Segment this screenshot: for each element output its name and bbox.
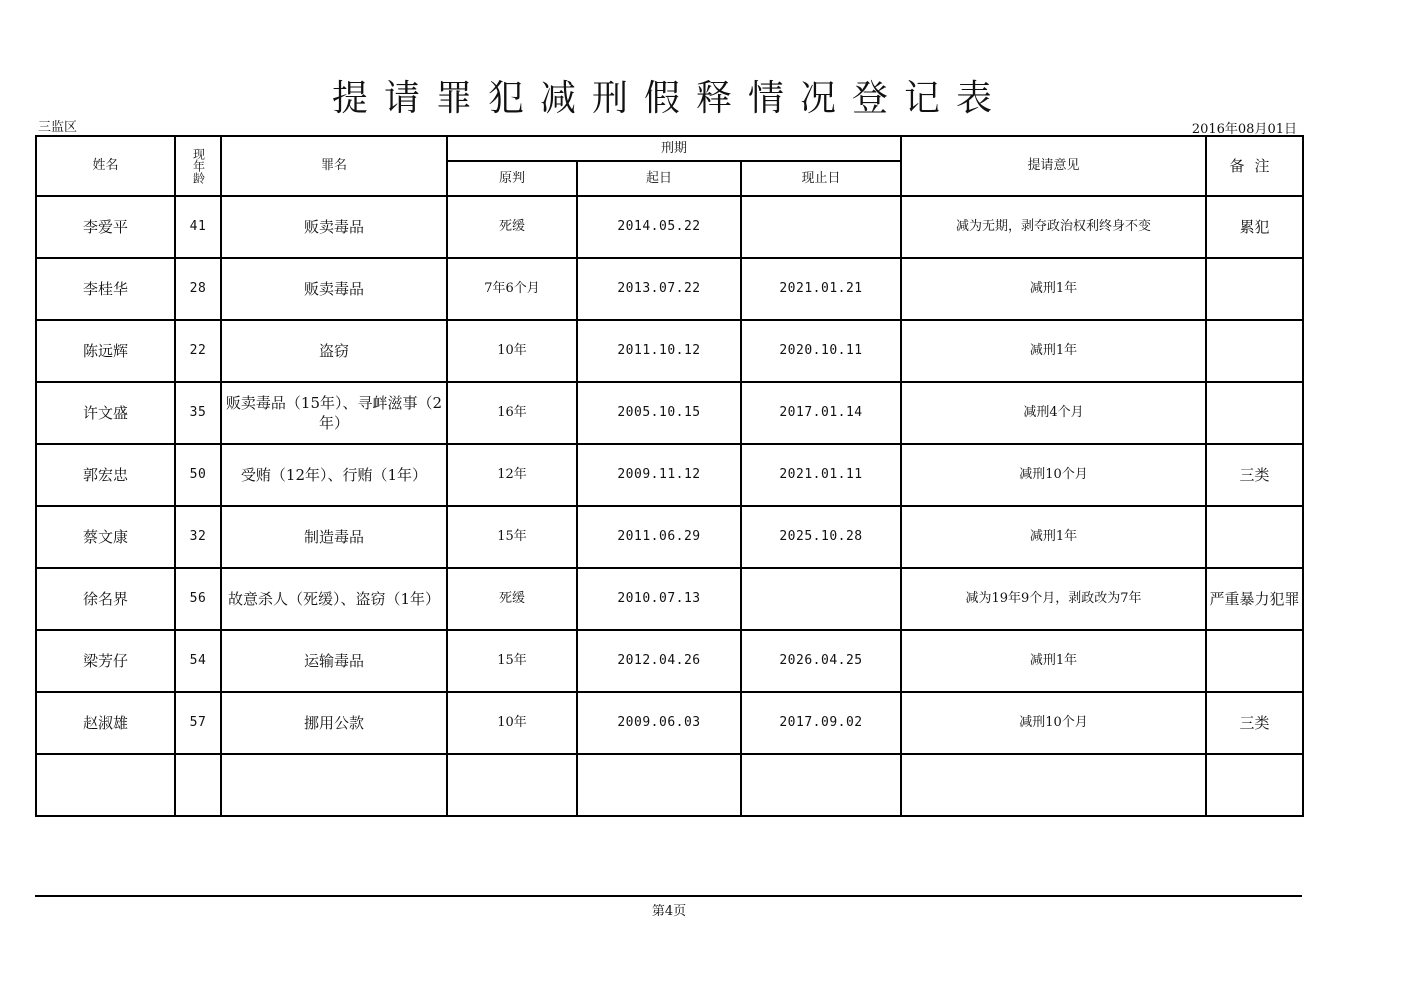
cell-name: 梁芳仔: [36, 630, 175, 692]
cell-age: 32: [175, 506, 221, 568]
cell-age: 22: [175, 320, 221, 382]
header-remark: 备注: [1206, 136, 1303, 196]
cell-start: 2014.05.22: [577, 196, 741, 258]
cell-age: 50: [175, 444, 221, 506]
table-row: [36, 506, 1303, 568]
cell-remark: [1206, 258, 1303, 320]
cell-age: 41: [175, 196, 221, 258]
cell-name: 郭宏忠: [36, 444, 175, 506]
table-row: [36, 568, 1303, 630]
page-number: 第4页: [651, 904, 687, 919]
cell-original: 15年: [447, 506, 577, 568]
cell-opinion: 减为无期，剥夺政治权利终身不变: [901, 196, 1206, 258]
table-row: [36, 320, 1303, 382]
cell-start: 2009.11.12: [577, 444, 741, 506]
cell-remark: [1206, 630, 1303, 692]
cell-original: 10年: [447, 320, 577, 382]
cell-opinion: 减刑4个月: [901, 382, 1206, 444]
cell-end: 2017.09.02: [741, 692, 901, 754]
cell-name: [36, 754, 175, 816]
cell-end: 2020.10.11: [741, 320, 901, 382]
cell-end: 2021.01.11: [741, 444, 901, 506]
cell-original: 死缓: [447, 568, 577, 630]
header-crime: 罪名: [221, 136, 447, 196]
table-row: [36, 754, 1303, 816]
cell-opinion: 减刑1年: [901, 258, 1206, 320]
cell-age: 57: [175, 692, 221, 754]
table-row: [36, 692, 1303, 754]
header-start: 起日: [577, 161, 741, 196]
cell-name: 许文盛: [36, 382, 175, 444]
cell-start: 2009.06.03: [577, 692, 741, 754]
cell-end: 2026.04.25: [741, 630, 901, 692]
cell-name: 蔡文康: [36, 506, 175, 568]
cell-opinion: 减刑10个月: [901, 444, 1206, 506]
header-sentence-group: 刑期: [447, 136, 901, 161]
cell-start: 2011.10.12: [577, 320, 741, 382]
cell-age: 56: [175, 568, 221, 630]
cell-opinion: 减刑1年: [901, 630, 1206, 692]
table-row: [36, 630, 1303, 692]
cell-original: 16年: [447, 382, 577, 444]
cell-remark: 三类: [1206, 692, 1303, 754]
cell-name: 陈远辉: [36, 320, 175, 382]
cell-end: 2017.01.14: [741, 382, 901, 444]
cell-opinion: 减刑1年: [901, 506, 1206, 568]
cell-end: [741, 754, 901, 816]
cell-crime: 贩卖毒品: [221, 196, 447, 258]
cell-crime: 贩卖毒品（15年）、寻衅滋事（2年）: [221, 382, 447, 444]
header-opinion: 提请意见: [901, 136, 1206, 196]
cell-name: 徐名界: [36, 568, 175, 630]
cell-original: 死缓: [447, 196, 577, 258]
cell-opinion: 减刑10个月: [901, 692, 1206, 754]
cell-start: [577, 754, 741, 816]
footer-divider: [35, 895, 1302, 897]
cell-start: 2013.07.22: [577, 258, 741, 320]
cell-remark: [1206, 320, 1303, 382]
cell-crime: 盗窃: [221, 320, 447, 382]
cell-age: [175, 754, 221, 816]
cell-crime: 运输毒品: [221, 630, 447, 692]
cell-age: 28: [175, 258, 221, 320]
cell-crime: 挪用公款: [221, 692, 447, 754]
cell-opinion: 减为19年9个月，剥政改为7年: [901, 568, 1206, 630]
cell-crime: 故意杀人（死缓）、盗窃（1年）: [221, 568, 447, 630]
cell-end: [741, 568, 901, 630]
cell-original: 10年: [447, 692, 577, 754]
cell-end: 2021.01.21: [741, 258, 901, 320]
cell-name: 李桂华: [36, 258, 175, 320]
cell-remark: [1206, 754, 1303, 816]
cell-name: 赵淑雄: [36, 692, 175, 754]
cell-remark: 累犯: [1206, 196, 1303, 258]
cell-original: 15年: [447, 630, 577, 692]
cell-remark: 三类: [1206, 444, 1303, 506]
cell-remark: 严重暴力犯罪: [1206, 568, 1303, 630]
table-row: [36, 382, 1303, 444]
header-name: 姓名: [36, 136, 175, 196]
prison-area-label: 三监区: [38, 120, 78, 135]
header-original: 原判: [447, 161, 577, 196]
cell-remark: [1206, 506, 1303, 568]
cell-crime: [221, 754, 447, 816]
page-title: 提请罪犯减刑假释情况登记表: [331, 78, 1008, 119]
cell-original: 7年6个月: [447, 258, 577, 320]
table-row: [36, 196, 1303, 258]
cell-end: 2025.10.28: [741, 506, 901, 568]
cell-original: [447, 754, 577, 816]
cell-start: 2005.10.15: [577, 382, 741, 444]
cell-age: 35: [175, 382, 221, 444]
report-date: 2016年08月01日: [1191, 122, 1297, 137]
cell-age: 54: [175, 630, 221, 692]
cell-name: 李爱平: [36, 196, 175, 258]
cell-end: [741, 196, 901, 258]
table-row: [36, 258, 1303, 320]
cell-crime: 制造毒品: [221, 506, 447, 568]
cell-start: 2011.06.29: [577, 506, 741, 568]
cell-remark: [1206, 382, 1303, 444]
cell-crime: 贩卖毒品: [221, 258, 447, 320]
cell-opinion: 减刑1年: [901, 320, 1206, 382]
cell-original: 12年: [447, 444, 577, 506]
table-row: [36, 444, 1303, 506]
cell-start: 2012.04.26: [577, 630, 741, 692]
cell-opinion: [901, 754, 1206, 816]
header-end: 现止日: [741, 161, 901, 196]
cell-crime: 受贿（12年）、行贿（1年）: [221, 444, 447, 506]
header-age: 现年龄: [175, 136, 221, 196]
register-table: [35, 135, 1304, 817]
cell-start: 2010.07.13: [577, 568, 741, 630]
